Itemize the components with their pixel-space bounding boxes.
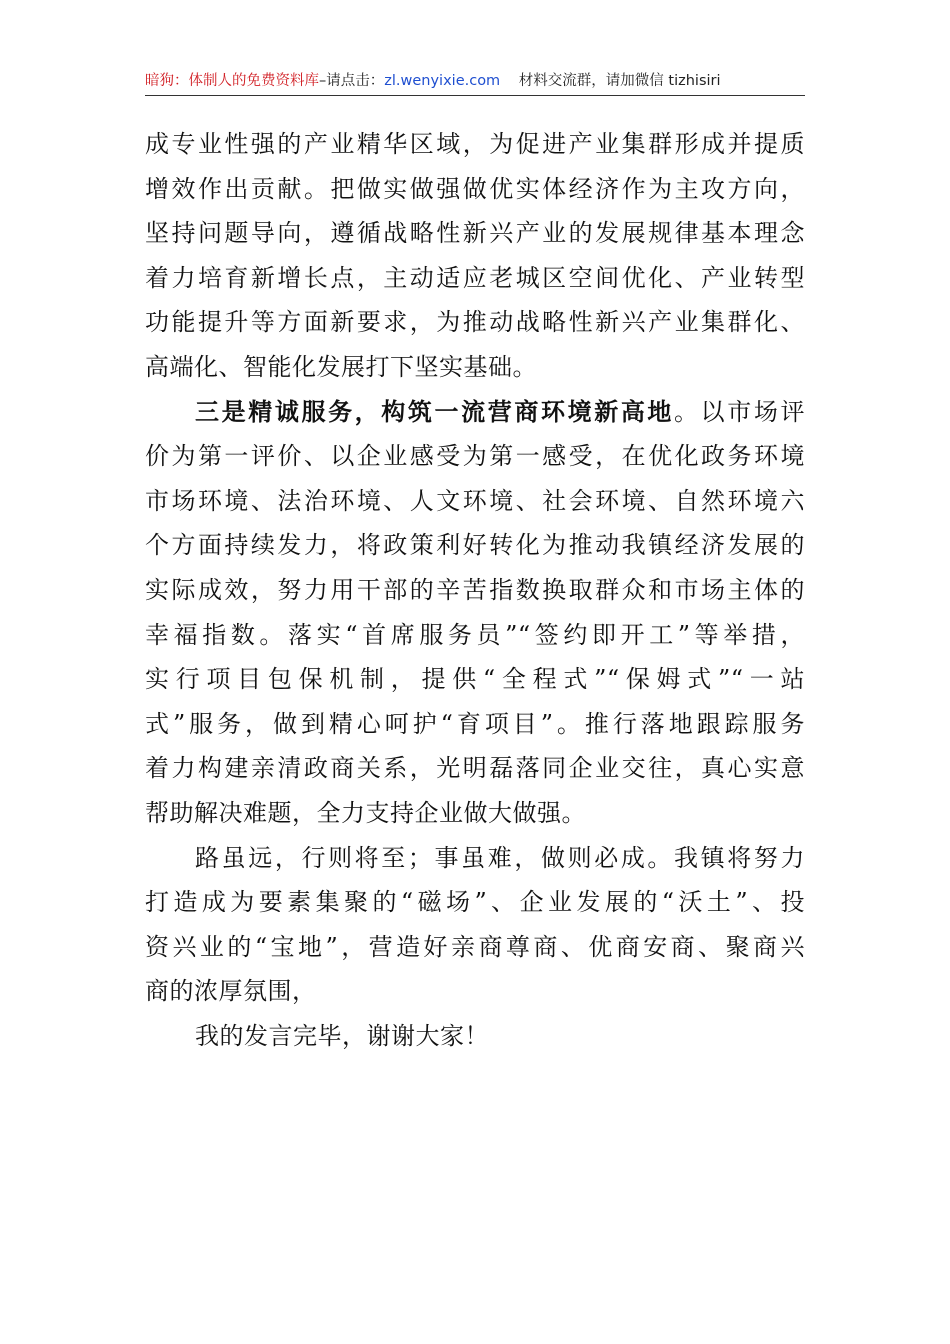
text-line: 帮助解决难题，全力支持企业做大做强。 [145, 798, 586, 827]
paragraph-1 [145, 122, 805, 390]
header-site-link[interactable]: zl.wenyixie.com [384, 73, 501, 89]
text-line: 资兴业的“宝地”，营造好亲商尊商、优商安商、聚商兴 [145, 932, 805, 961]
text-line: 打造成为要素集聚的“磁场”、企业发展的“沃土”、投 [145, 888, 805, 917]
text-line: 着力构建亲清政商关系，光明磊落同企业交往，真心实意 [145, 754, 805, 783]
text-line: 个方面持续发力，将政策利好转化为推动我镇经济发展的 [145, 531, 805, 560]
text-line: 着力培育新增长点，主动适应老城区空间优化、产业转型 [145, 263, 805, 292]
text-line: 幸福指数。落实“首席服务员”“签约即开工”等举措， [145, 620, 805, 649]
paragraph-2 [145, 390, 805, 836]
closing-line: 我的发言完毕，谢谢大家！ [195, 1021, 489, 1050]
paragraph-3 [145, 836, 805, 1014]
text-line: 高端化、智能化发展打下坚实基础。 [145, 352, 537, 381]
text-line: 实际成效，努力用干部的辛苦指数换取群众和市场主体的 [145, 575, 805, 604]
header-group-text: 材料交流群，请加微信 tizhisiri [518, 73, 721, 89]
paragraph-4 [145, 1014, 805, 1059]
page-header [145, 70, 805, 92]
text-line: 价为第一评价、以企业感受为第一感受，在优化政务环境 [145, 442, 805, 471]
section-heading: 三是精诚服务，构筑一流营商环境新高地 [195, 397, 675, 426]
document-body [145, 122, 805, 1058]
text-line: 增效作出贡献。把做实做强做优实体经济作为主攻方向， [145, 174, 805, 203]
heading-line-rest: 。以市场评 [674, 397, 806, 426]
header-brand: 暗狗：体制人的免费资料库 [145, 73, 319, 89]
text-line: 功能提升等方面新要求，为推动战略性新兴产业集群化、 [145, 308, 805, 337]
header-click-prefix: –请点击： [319, 73, 385, 89]
text-line: 坚持问题导向，遵循战略性新兴产业的发展规律基本理念 [145, 219, 805, 248]
text-line [145, 390, 805, 435]
text-line: 路虽远，行则将至；事虽难，做则必成。我镇将努力 [195, 843, 805, 872]
text-line: 式”服务，做到精心呵护“育项目”。推行落地跟踪服务 [145, 709, 805, 738]
header-divider [145, 95, 805, 96]
text-line: 实行项目包保机制，提供“全程式”“保姆式”“一站 [145, 665, 805, 694]
text-line: 商的浓厚氛围， [145, 977, 317, 1006]
text-line: 成专业性强的产业精华区域，为促进产业集群形成并提质 [145, 130, 805, 158]
text-line: 市场环境、法治环境、人文环境、社会环境、自然环境六 [145, 486, 805, 515]
